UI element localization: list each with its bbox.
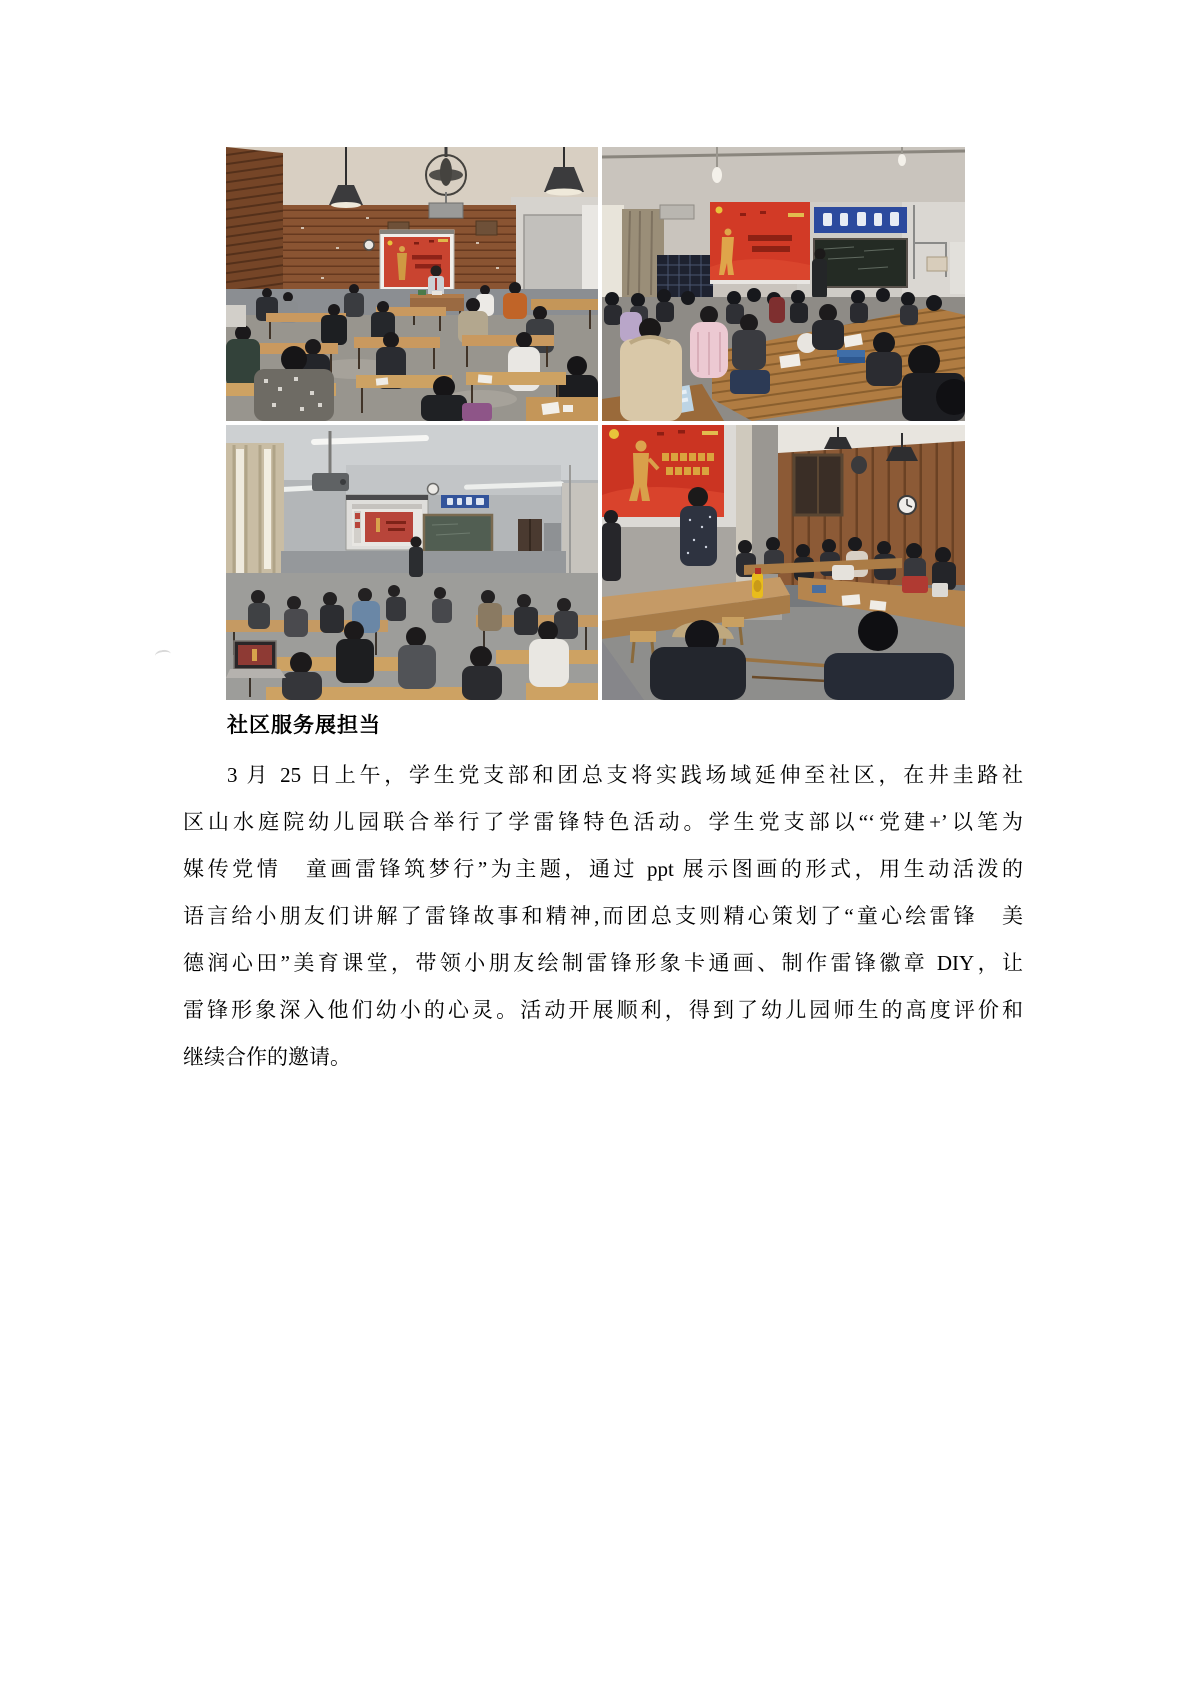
photo-top-left: [226, 147, 598, 421]
photo-collage: [226, 147, 965, 700]
paragraph-line: 德润心田”美育课堂，带领小朋友绘制雷锋形象卡通画、制作雷锋徽章 DIY，让: [183, 951, 1023, 975]
photo-bottom-left: [226, 425, 598, 700]
smudge-artifact: [154, 649, 171, 661]
photo-bottom-right-illustration: [602, 425, 965, 700]
body-paragraph: [183, 752, 1023, 1081]
photo-top-right-illustration: [602, 147, 965, 421]
photo-top-left-illustration: [226, 147, 598, 421]
paragraph-line: 语言给小朋友们讲解了雷锋故事和精神,而团总支则精心策划了“童心绘雷锋 美: [183, 904, 1023, 928]
paragraph-line: 区山水庭院幼儿园联合举行了学雷锋特色活动。学生党支部以“‘党建+’以笔为: [183, 810, 1023, 834]
photo-bottom-right: [602, 425, 965, 700]
paragraph-line: 雷锋形象深入他们幼小的心灵。活动开展顺利，得到了幼儿园师生的高度评价和: [183, 998, 1023, 1022]
photo-top-right: [602, 147, 965, 421]
paragraph-line: 3 月 25 日上午，学生党支部和团总支将实践场域延伸至社区，在井圭路社: [227, 763, 1023, 787]
paragraph-line: 媒传党情 童画雷锋筑梦行”为主题，通过 ppt 展示图画的形式，用生动活泼的: [183, 857, 1023, 881]
section-heading: 社区服务展担当: [227, 714, 381, 737]
paragraph-line: 继续合作的邀请。: [183, 1045, 351, 1069]
photo-bottom-left-illustration: [226, 425, 598, 700]
